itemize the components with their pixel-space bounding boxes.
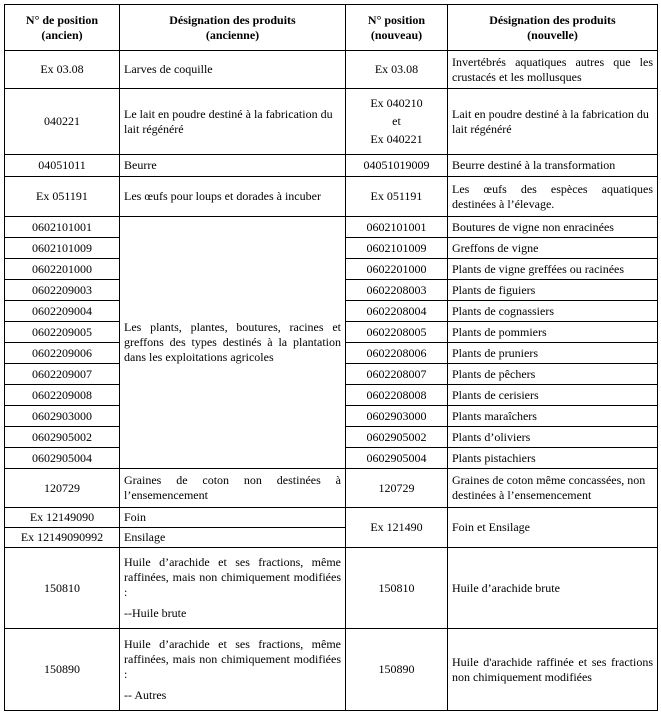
old-designation-cell: Ensilage [120, 528, 346, 548]
header-new-code [346, 5, 448, 51]
new-code-cell: 150810 [346, 548, 448, 629]
header-old-code [5, 5, 120, 51]
new-designation-cell: Plants de pommiers [448, 322, 658, 343]
old-code-cell: 0602209006 [5, 343, 120, 364]
old-designation-cell: Graines de coton non destinées à l’ensemencement [120, 469, 346, 508]
new-designation-cell: Invertébrés aquatiques autres que les crustacés et les mollusques [448, 51, 658, 89]
old-code-cell: 040221 [5, 89, 120, 155]
old-designation-text: Huile d’arachide et ses fractions, même raffinées, mais non chimiquement modifiées : [124, 636, 341, 681]
new-code-cell: 0602905002 [346, 427, 448, 448]
new-designation-cell: Plants maraîchers [448, 406, 658, 427]
header-old-code-line2: (ancien) [41, 27, 83, 42]
header-row [5, 5, 658, 51]
new-designation-cell: Plants de figuiers [448, 280, 658, 301]
old-code-cell: 0602209007 [5, 364, 120, 385]
old-code-cell: Ex 12149090992 [5, 528, 120, 548]
old-code-cell: 0602209005 [5, 322, 120, 343]
header-old-designation-line1: Désignation des produits [169, 12, 296, 27]
new-designation-cell: Greffons de vigne [448, 238, 658, 259]
header-new-code-line2: (nouveau) [370, 27, 423, 42]
table-row [5, 548, 658, 629]
new-designation-cell: Lait en poudre destiné à la fabrication du lait régénéré [448, 89, 658, 155]
old-code-cell: 150890 [5, 629, 120, 711]
new-designation-cell: Boutures de vigne non enracinées [448, 217, 658, 238]
table-row [5, 89, 658, 155]
old-code-cell: Ex 12149090 [5, 508, 120, 528]
old-designation-cell: Foin [120, 508, 346, 528]
new-designation-cell: Beurre destiné à la transformation [448, 155, 658, 177]
old-designation-subitem: -- Autres [124, 687, 167, 702]
table-row [5, 155, 658, 177]
old-code-cell: 0602101009 [5, 238, 120, 259]
header-old-code-line1: N° de position [25, 12, 99, 27]
table-row [5, 469, 658, 508]
product-correspondence-table [4, 4, 658, 711]
old-designation-subitem: --Huile brute [124, 606, 187, 620]
old-designation-cell [120, 629, 346, 711]
new-code-cell: 04051019009 [346, 155, 448, 177]
new-designation-cell: Plants de pêchers [448, 364, 658, 385]
new-designation-cell: Plants d’oliviers [448, 427, 658, 448]
table-row [5, 217, 658, 238]
new-designation-cell: Plants de cognassiers [448, 301, 658, 322]
new-code-cell: Ex 121490 [346, 508, 448, 548]
new-code-cell: 0602208007 [346, 364, 448, 385]
new-designation-cell: Les œufs des espèces aquatiques destinées à l’élevage. [448, 177, 658, 217]
new-code-line: Ex 040210 [370, 96, 423, 110]
new-code-conjunction: et [392, 114, 401, 128]
new-code-line: Ex 040221 [370, 132, 423, 146]
old-code-cell: 04051011 [5, 155, 120, 177]
old-designation-cell: Le lait en poudre destiné à la fabrication du lait régénéré [120, 89, 346, 155]
header-new-code-line1: N° position [367, 12, 426, 27]
old-code-cell: 0602903000 [5, 406, 120, 427]
table-row [5, 177, 658, 217]
new-code-cell: 0602903000 [346, 406, 448, 427]
table-row [5, 51, 658, 89]
old-code-cell: 0602201000 [5, 259, 120, 280]
old-designation-text: Huile d’arachide et ses fractions, même raffinées, mais non chimiquement modifiées : [124, 555, 341, 599]
new-designation-cell: Huile d'arachide raffinée et ses fractions non chimiquement modifiées [448, 629, 658, 711]
new-code-cell: 0602101009 [346, 238, 448, 259]
old-designation-cell: Les œufs pour loups et dorades à incuber [120, 177, 346, 217]
new-designation-cell: Plants pistachiers [448, 448, 658, 469]
new-code-cell: 0602201000 [346, 259, 448, 280]
new-code-cell: 0602101001 [346, 217, 448, 238]
new-code-cell: 0602208004 [346, 301, 448, 322]
new-designation-cell: Graines de coton même concassées, non destinées à l’ensemencement [448, 469, 658, 508]
header-new-designation-line2: (nouvelle) [527, 27, 578, 42]
new-code-cell: Ex 03.08 [346, 51, 448, 89]
old-designation-cell: Beurre [120, 155, 346, 177]
old-code-cell: 0602905004 [5, 448, 120, 469]
old-code-cell: 0602101001 [5, 217, 120, 238]
old-code-cell: Ex 051191 [5, 177, 120, 217]
old-designation-cell-plants: Les plants, plantes, boutures, racines et greffons des types destinés à la plantation dans les exploitations agricoles [120, 217, 346, 469]
new-designation-cell: Plants de vigne greffées ou racinées [448, 259, 658, 280]
header-old-designation [120, 5, 346, 51]
new-code-cell: 0602208003 [346, 280, 448, 301]
old-code-cell: 0602209004 [5, 301, 120, 322]
old-designation-cell [120, 548, 346, 629]
old-code-cell: 150810 [5, 548, 120, 629]
new-code-cell: 120729 [346, 469, 448, 508]
new-code-cell: 0602905004 [346, 448, 448, 469]
new-code-cell [346, 89, 448, 155]
header-old-designation-line2: (ancienne) [205, 27, 260, 42]
old-code-cell: 120729 [5, 469, 120, 508]
table-row [5, 629, 658, 711]
old-designation-cell: Larves de coquille [120, 51, 346, 89]
new-code-cell: Ex 051191 [346, 177, 448, 217]
new-code-cell: 0602208005 [346, 322, 448, 343]
new-designation-cell: Plants de cerisiers [448, 385, 658, 406]
new-code-cell: 150890 [346, 629, 448, 711]
header-new-designation [448, 5, 658, 51]
old-code-cell: 0602905002 [5, 427, 120, 448]
old-code-cell: Ex 03.08 [5, 51, 120, 89]
new-designation-cell: Huile d’arachide brute [448, 548, 658, 629]
table-row [5, 508, 658, 528]
new-designation-cell: Plants de pruniers [448, 343, 658, 364]
new-code-cell: 0602208006 [346, 343, 448, 364]
header-new-designation-line1: Désignation des produits [489, 12, 616, 27]
new-code-cell: 0602208008 [346, 385, 448, 406]
new-designation-cell: Foin et Ensilage [448, 508, 658, 548]
old-code-cell: 0602209008 [5, 385, 120, 406]
old-code-cell: 0602209003 [5, 280, 120, 301]
